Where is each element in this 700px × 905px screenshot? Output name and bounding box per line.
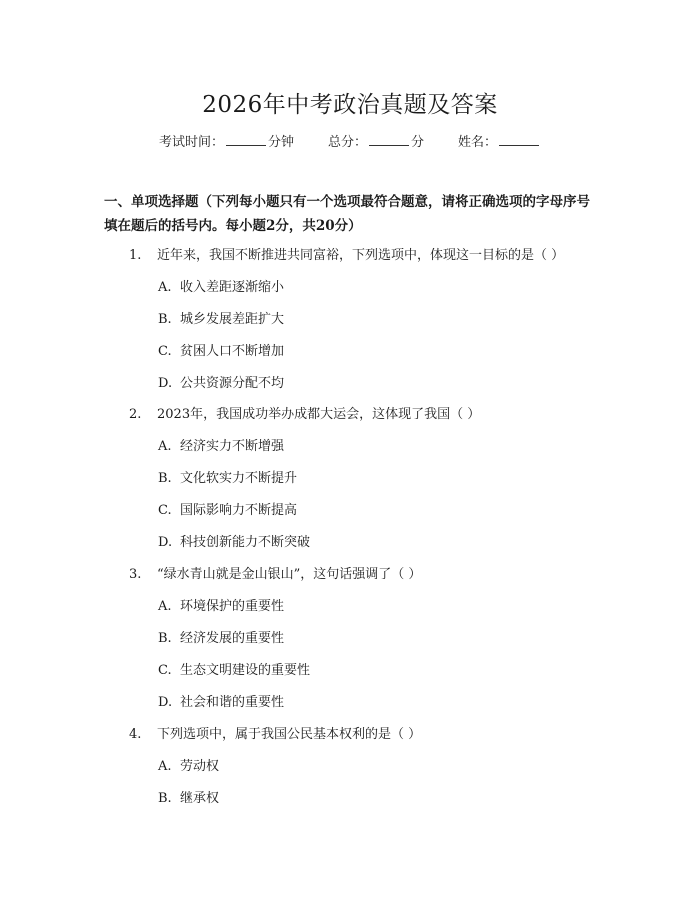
exam-meta-row (0, 131, 700, 150)
option-letter: B. (158, 471, 172, 486)
option-3b[interactable] (158, 627, 284, 646)
question-text: “绿水青山就是金山银山”，这句话强调了（ ） (157, 567, 422, 582)
question-text: 近年来，我国不断推进共同富裕，下列选项中，体现这一目标的是（ ） (157, 248, 565, 263)
option-letter: A. (158, 759, 172, 774)
score-label: 总分： (327, 135, 367, 150)
time-field (159, 131, 294, 150)
option-text: 经济实力不断增强 (180, 439, 285, 454)
option-text: 继承权 (180, 791, 220, 806)
option-2c[interactable] (158, 499, 297, 518)
question-text: 下列选项中，属于我国公民基本权利的是（ ） (157, 727, 422, 742)
option-2a[interactable] (158, 435, 284, 454)
option-2d[interactable] (158, 531, 310, 550)
option-letter: D. (158, 695, 173, 710)
time-label: 考试时间： (158, 135, 224, 150)
option-letter: B. (158, 312, 172, 327)
page-title: 2026年中考政治真题及答案 (202, 92, 498, 118)
option-letter: C. (158, 503, 172, 518)
option-1d[interactable] (158, 372, 284, 391)
option-text: 城乡发展差距扩大 (180, 312, 285, 327)
option-text: 贫困人口不断增加 (180, 344, 285, 359)
option-1c[interactable] (158, 340, 284, 359)
name-label: 姓名： (458, 135, 498, 150)
score-blank[interactable] (369, 133, 409, 146)
score-field (328, 131, 424, 150)
question-number: 1. (129, 248, 142, 263)
option-letter: C. (158, 344, 172, 359)
question-number: 2. (129, 407, 142, 422)
section-heading: 一、单项选择题（下列每小题只有一个选项最符合题意，请将正确选项的字母序号填在题后的括号内。每小题2分，共20分） (104, 194, 590, 234)
question-1 (129, 244, 629, 263)
option-letter: A. (158, 599, 172, 614)
time-blank[interactable] (226, 133, 266, 146)
name-blank[interactable] (499, 133, 539, 146)
option-text: 收入差距逐渐缩小 (180, 280, 285, 295)
option-letter: D. (158, 535, 173, 550)
option-letter: C. (158, 663, 172, 678)
time-unit: 分钟 (267, 135, 294, 150)
option-letter: B. (158, 791, 172, 806)
option-3a[interactable] (158, 595, 284, 614)
option-3d[interactable] (158, 691, 284, 710)
option-letter: D. (158, 376, 173, 391)
option-1a[interactable] (158, 276, 284, 295)
question-number: 3. (129, 567, 142, 582)
option-text: 文化软实力不断提升 (180, 471, 298, 486)
question-3 (129, 563, 629, 582)
option-text: 劳动权 (180, 759, 220, 774)
option-text: 环境保护的重要性 (180, 599, 285, 614)
score-unit: 分 (411, 135, 425, 150)
option-letter: B. (158, 631, 172, 646)
option-text: 公共资源分配不均 (180, 376, 285, 391)
option-4a[interactable] (158, 755, 219, 774)
question-number: 4. (129, 727, 142, 742)
question-text: 2023年，我国成功举办成都大运会，这体现了我国（ ） (157, 407, 481, 422)
option-text: 国际影响力不断提高 (180, 503, 298, 518)
option-letter: A. (158, 439, 172, 454)
option-2b[interactable] (158, 467, 297, 486)
option-text: 科技创新能力不断突破 (180, 535, 311, 550)
question-4 (129, 723, 629, 742)
option-text: 社会和谐的重要性 (180, 695, 285, 710)
option-1b[interactable] (158, 308, 284, 327)
option-letter: A. (158, 280, 172, 295)
name-field (458, 131, 541, 150)
option-3c[interactable] (158, 659, 310, 678)
option-text: 经济发展的重要性 (180, 631, 285, 646)
option-4b[interactable] (158, 787, 219, 806)
question-2 (129, 403, 629, 422)
option-text: 生态文明建设的重要性 (180, 663, 311, 678)
